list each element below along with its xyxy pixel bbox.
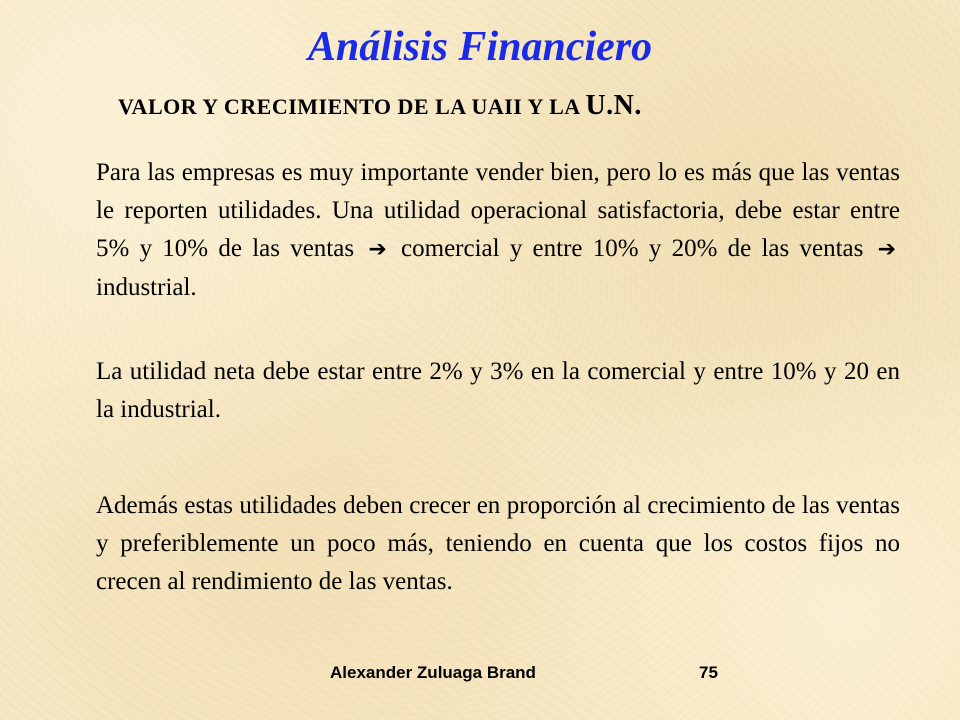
paragraph-operational-profit <box>96 154 900 307</box>
subtitle-main-text: VALOR Y CRECIMIENTO DE LA UAII Y LA <box>118 94 586 119</box>
arrow-right-icon: ➔ <box>368 237 387 262</box>
paragraph-profit-growth: Además estas utilidades deben crecer en proporción al crecimiento de las ventas y preferiblemente un poco más, teniendo en cuenta que los costos fijos no crecen al rendimiento de las ventas. <box>96 492 900 595</box>
paragraph-1-part-2: comercial y entre 10% y 20% de las ventas <box>401 235 864 262</box>
subtitle-un-text: U.N. <box>585 90 642 121</box>
page-number: 75 <box>699 663 718 682</box>
paragraph-1-part-1: Para las empresas es muy importante vender bien, pero lo es más que las ventas le reporten utilidades. Una utilidad operacional satisfactoria, debe estar entre 5% y 10% de las ventas <box>96 159 900 262</box>
arrow-right-icon: ➔ <box>877 237 897 262</box>
paragraph-net-profit: La utilidad neta debe estar entre 2% y 3% en la comercial y entre 10% y 20 en la industrial. <box>96 358 900 423</box>
slide-subtitle <box>118 90 642 122</box>
footer-author: Alexander Zuluaga Brand <box>330 663 536 682</box>
paragraph-1-part-3: industrial. <box>96 274 197 301</box>
slide-title: Análisis Financiero <box>307 24 653 70</box>
